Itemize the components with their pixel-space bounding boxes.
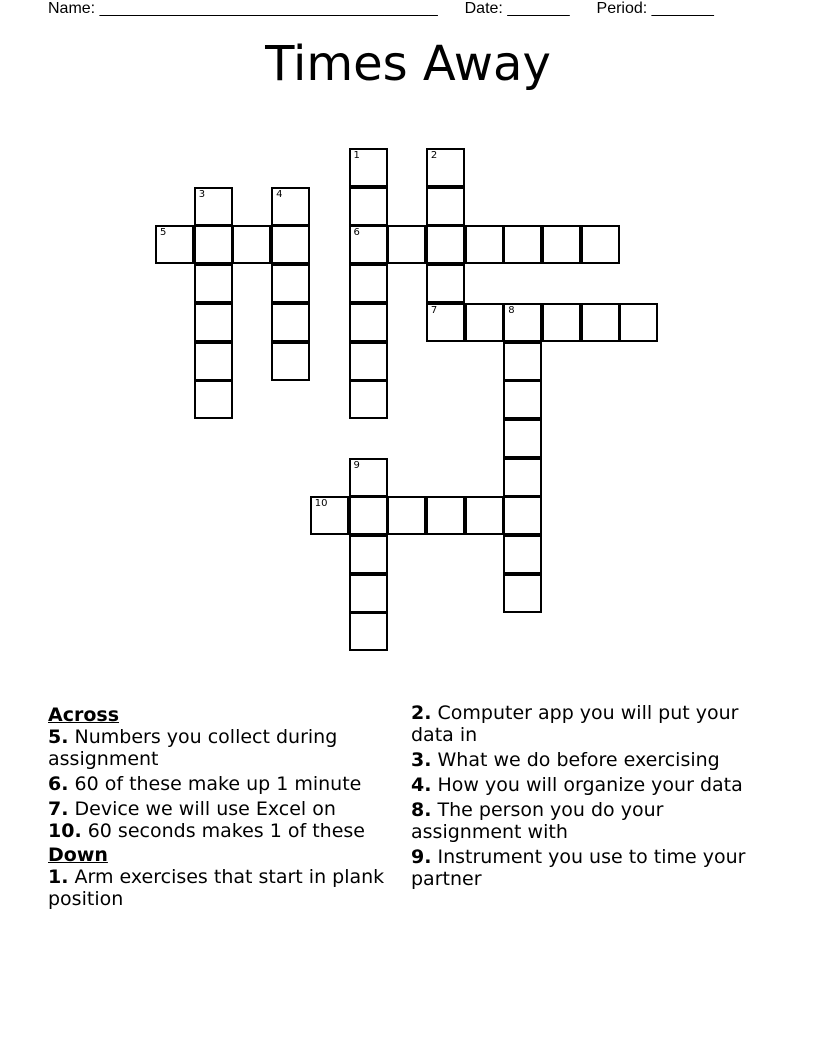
crossword-cell[interactable] (503, 380, 542, 419)
crossword-cell[interactable] (349, 148, 388, 187)
clue-number: 1 (353, 150, 360, 161)
crossword-cell[interactable] (271, 264, 310, 303)
crossword-cell[interactable] (194, 225, 233, 264)
clue-down-1: 1. Arm exercises that start in plank position (48, 866, 385, 910)
clue-number: 7 (430, 304, 438, 316)
crossword-cell[interactable] (271, 303, 310, 342)
clue-down-3: 3. What we do before exercising (411, 749, 720, 771)
clue-across-7: 7. Device we will use Excel on (48, 798, 336, 820)
clues-column-left (48, 702, 398, 913)
date-field[interactable]: Date: _______ (464, 0, 570, 17)
clue-down-8: 8. The person you do your assignment with (411, 799, 664, 843)
crossword-cell[interactable] (194, 342, 233, 381)
down-heading: Down (48, 844, 108, 866)
clue-down-2: 2. Computer app you will put your data in (411, 702, 739, 746)
crossword-cell[interactable] (503, 225, 542, 264)
crossword-cell[interactable] (349, 225, 388, 264)
crossword-cell[interactable] (194, 264, 233, 303)
crossword-cell[interactable] (503, 458, 542, 497)
clue-number: 5 (160, 227, 167, 239)
crossword-cell[interactable] (426, 225, 465, 264)
crossword-cell[interactable] (503, 419, 542, 458)
clue-across-10: 10. 60 seconds makes 1 of these (48, 820, 365, 842)
clue-number: 8 (508, 304, 515, 316)
crossword-cell[interactable] (194, 380, 233, 419)
crossword-cell[interactable] (349, 574, 388, 613)
across-heading: Across (48, 704, 120, 726)
clue-down-4: 4. How you will organize your data (411, 774, 743, 796)
crossword-cell[interactable] (619, 303, 658, 342)
crossword-cell[interactable] (232, 225, 271, 264)
crossword-cell[interactable] (349, 458, 388, 497)
crossword-cell[interactable] (271, 342, 310, 381)
clue-across-5: 5. Numbers you collect during assignment (48, 726, 338, 770)
crossword-cell[interactable] (271, 187, 310, 226)
crossword-cell[interactable] (465, 496, 504, 535)
crossword-cell[interactable] (349, 264, 388, 303)
clue-number: 10 (314, 498, 328, 510)
crossword-cell[interactable] (310, 496, 349, 535)
crossword-cell[interactable] (387, 225, 426, 264)
clue-number: 6 (353, 227, 360, 239)
crossword-cell[interactable] (349, 496, 388, 535)
clue-number: 4 (276, 188, 283, 200)
period-field[interactable]: Period: _______ (596, 0, 714, 17)
crossword-cell[interactable] (503, 342, 542, 381)
crossword-cell[interactable] (503, 303, 542, 342)
crossword-cell[interactable] (465, 303, 504, 342)
crossword-cell[interactable] (503, 496, 542, 535)
crossword-cell[interactable] (349, 535, 388, 574)
crossword-cell[interactable] (155, 225, 194, 264)
crossword-cell[interactable] (349, 612, 388, 651)
crossword-cell[interactable] (542, 225, 581, 264)
crossword-cell[interactable] (387, 496, 426, 535)
crossword-cell[interactable] (194, 187, 233, 226)
clue-across-6: 6. 60 of these make up 1 minute (48, 773, 362, 795)
crossword-cell[interactable] (349, 380, 388, 419)
crossword-cell[interactable] (426, 303, 465, 342)
page-title: Times Away (265, 36, 551, 92)
crossword-cell[interactable] (426, 496, 465, 535)
crossword-cell[interactable] (349, 303, 388, 342)
name-field[interactable]: Name: ______________________________________ (48, 0, 438, 17)
crossword-cell[interactable] (426, 187, 465, 226)
clue-down-9: 9. Instrument you use to time your partner (411, 846, 746, 890)
clue-number: 2 (430, 150, 438, 161)
crossword-cell[interactable] (581, 225, 620, 264)
clues-column-right (411, 702, 751, 893)
crossword-cell[interactable] (426, 148, 465, 187)
crossword-cell[interactable] (542, 303, 581, 342)
clue-number: 9 (353, 459, 360, 471)
crossword-cell[interactable] (581, 303, 620, 342)
crossword-cell[interactable] (503, 535, 542, 574)
crossword-cell[interactable] (271, 225, 310, 264)
crossword-cell[interactable] (349, 342, 388, 381)
crossword-cell[interactable] (194, 303, 233, 342)
crossword-cell[interactable] (426, 264, 465, 303)
clue-number: 3 (198, 188, 206, 200)
crossword-cell[interactable] (503, 574, 542, 613)
crossword-cell[interactable] (465, 225, 504, 264)
crossword-cell[interactable] (349, 187, 388, 226)
